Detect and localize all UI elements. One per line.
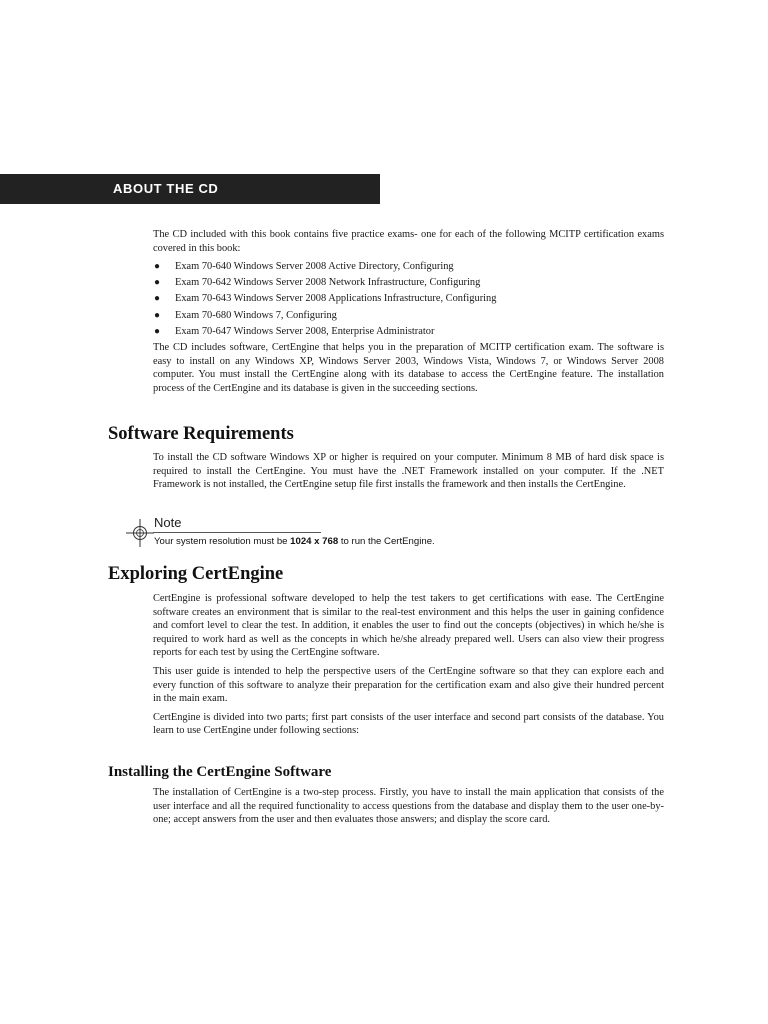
exam-list	[153, 259, 664, 340]
software-requirements-paragraph: To install the CD software Windows XP or higher is required on your computer. Minimum 8 MB of hard disk space is required to install the CertEngine. You must have the .NET Framework installed on your computer. If the .NET Framework is not installed, the CertEngine setup file first installs the framework and then installs the CertEngine.	[153, 452, 664, 491]
heading-installing-certengine: Installing the CertEngine Software	[108, 764, 332, 780]
note-text-before: Your system resolution must be	[154, 536, 291, 547]
list-item	[153, 259, 664, 275]
exam-label: Exam 70-680 Windows 7, Configuring	[175, 309, 337, 321]
crosshair-icon	[126, 519, 154, 547]
bullet-icon: ●	[154, 261, 161, 272]
exploring-paragraph-3: CertEngine is divided into two parts; first part consists of the user interface and second part consists of the database. You learn to use CertEngine under following sections:	[153, 711, 664, 737]
section-banner	[0, 174, 380, 204]
bullet-icon: ●	[154, 325, 161, 337]
list-item	[153, 324, 664, 340]
note-divider	[153, 532, 321, 533]
bullet-icon: ●	[154, 309, 161, 321]
exam-label: Exam 70-642 Windows Server 2008 Network Infrastructure, Configuring	[175, 277, 481, 289]
intro-paragraph: The CD included with this book contains five practice exams- one for each of the following MCITP certification exams covered in this book:	[153, 229, 664, 254]
list-item	[153, 308, 664, 324]
exam-label: Exam 70-640 Windows Server 2008 Active Directory, Configuring	[175, 261, 454, 272]
cd-software-paragraph: The CD includes software, CertEngine that helps you in the preparation of MCITP certification exam. The software is easy to install on any Windows XP, Windows Server 2003, Windows Vista, Windows 7, or Windows Server 2008 computer. You must install the CertEngine along with its database to access the CertEngine feature. The installation process of the CertEngine and its database is given in the succeeding sections.	[153, 342, 664, 394]
software-requirements-block	[153, 451, 664, 492]
exam-label: Exam 70-643 Windows Server 2008 Applications Infrastructure, Configuring	[175, 293, 497, 305]
exploring-paragraph-2: This user guide is intended to help the perspective users of the CertEngine software so that they can explore each and every function of this software to analyze their preparation for the certification exam and also give their hundred percent in the main exam.	[153, 665, 664, 705]
note-text	[154, 536, 435, 547]
installing-block	[153, 786, 664, 827]
bullet-icon: ●	[154, 293, 161, 305]
exam-label: Exam 70-647 Windows Server 2008, Enterprise Administrator	[175, 325, 435, 337]
heading-exploring-certengine: Exploring CertEngine	[108, 564, 284, 584]
exploring-block	[153, 592, 664, 738]
note-text-after: to run the CertEngine.	[338, 536, 435, 547]
exploring-paragraph-1: CertEngine is professional software developed to help the test takers to get certifications with ease. The CertEngine software creates an environment that is similar to the real-test environment and this helps the user in gaining confidence and comfort level to clear the test. In addition, it enables the user to find out the concepts (objectives) in which he/she is required to work hard as well as the concepts in which he/she already prepared well. Users can also view their progress reports for each test by using the CertEngine software.	[153, 593, 664, 659]
intro-block	[153, 228, 664, 255]
installing-paragraph: The installation of CertEngine is a two-step process. Firstly, you have to install the main application that consists of the user interface and all the required functionality to access questions from the database and display them to the user one-by-one; accept answers from the user and then evaluates those answers; and display the score card.	[153, 787, 664, 826]
bullet-icon: ●	[154, 277, 161, 289]
note-text-bold: 1024 x 768	[290, 536, 339, 547]
list-item	[153, 275, 664, 291]
heading-software-requirements: Software Requirements	[108, 424, 294, 444]
cd-software-block	[153, 341, 664, 395]
list-item	[153, 291, 664, 307]
banner-title: ABOUT THE CD	[113, 181, 219, 196]
note-title: Note	[154, 515, 182, 530]
